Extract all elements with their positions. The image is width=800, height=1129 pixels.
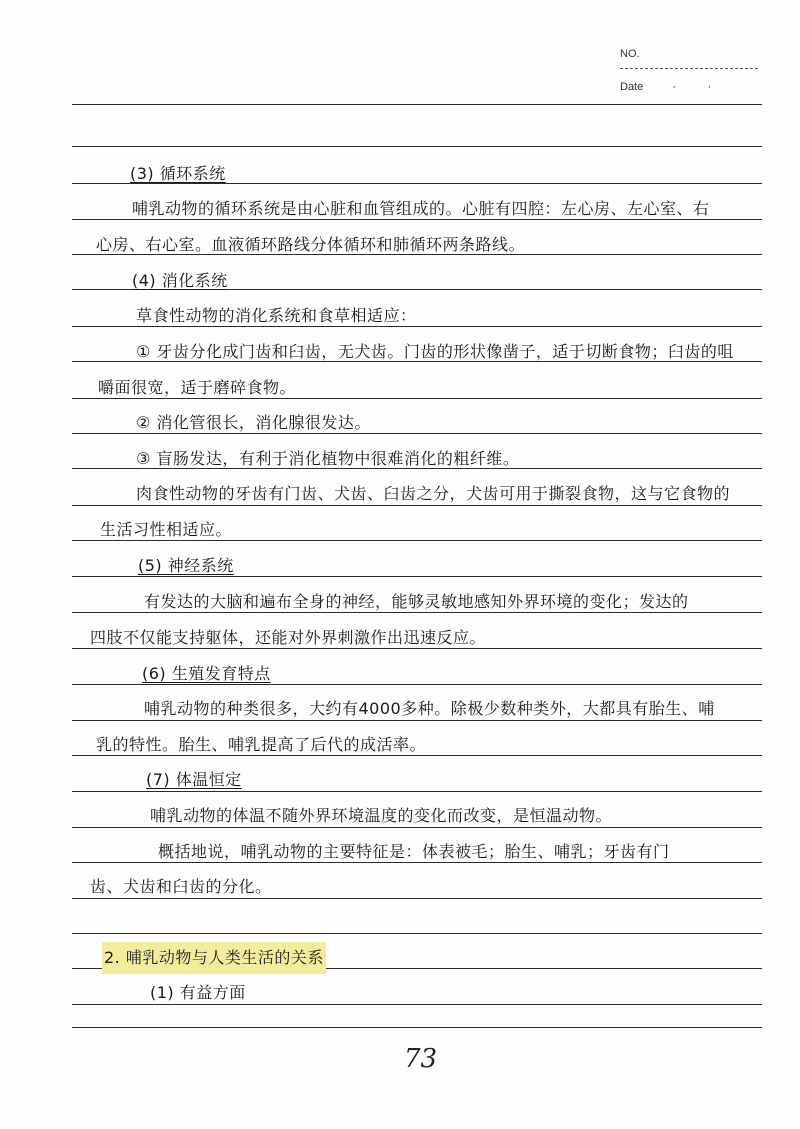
digestive-text-line-3: 嚼面很宽，适于磨碎食物。 <box>98 378 297 397</box>
ruled-line <box>72 1027 762 1028</box>
ruled-line <box>72 933 762 934</box>
reproduction-text-line-1: 哺乳动物的种类很多，大约有4000多种。除极少数种类外，大都具有胎生、哺 <box>144 699 715 718</box>
page-number: 73 <box>404 1044 438 1074</box>
ruled-line <box>72 146 762 147</box>
nervous-text-line-2: 四肢不仅能支持躯体，还能对外界刺激作出迅速反应。 <box>90 628 487 647</box>
digestive-heading: (4) 消化系统 <box>132 271 228 290</box>
reproduction-heading: (6) 生殖发育特点 <box>142 664 271 683</box>
digestive-text-line-1: 草食性动物的消化系统和食草相适应： <box>136 306 417 325</box>
date-label: Date <box>620 81 644 93</box>
digestive-text-line-5: ③ 盲肠发达，有利于消化植物中很难消化的粗纤维。 <box>136 449 520 468</box>
section2-heading: 2. 哺乳动物与人类生活的关系 <box>102 942 326 974</box>
ruled-line <box>72 104 762 105</box>
circulatory-heading: (3) 循环系统 <box>130 164 226 183</box>
digestive-text-line-6: 肉食性动物的牙齿有门齿、犬齿、臼齿之分，犬齿可用于撕裂食物，这与它食物的 <box>136 484 731 503</box>
no-label: NO. <box>620 48 640 60</box>
digestive-text-line-7: 生活习性相适应。 <box>100 520 233 539</box>
digestive-text-line-2: ① 牙齿分化成门齿和臼齿，无犬齿。门齿的形状像凿子，适于切断食物；臼齿的咀 <box>136 342 734 361</box>
reproduction-text-line-2: 乳的特性。胎生、哺乳提高了后代的成活率。 <box>96 735 427 754</box>
temperature-text-line-1: 哺乳动物的体温不随外界环境温度的变化而改变，是恒温动物。 <box>150 806 613 825</box>
no-field-line <box>620 68 758 69</box>
nervous-heading: (5) 神经系统 <box>138 556 234 575</box>
nervous-text-line-1: 有发达的大脑和遍布全身的神经，能够灵敏地感知外界环境的变化；发达的 <box>144 592 689 611</box>
circulatory-text-line-1: 哺乳动物的循环系统是由心脏和血管组成的。心脏有四腔：左心房、左心室、右 <box>132 199 710 218</box>
temperature-heading: (7) 体温恒定 <box>146 770 242 789</box>
summary-text-line-2: 齿、犬齿和臼齿的分化。 <box>90 877 272 896</box>
date-field-dots: · · <box>672 79 726 93</box>
beneficial-heading: (1) 有益方面 <box>150 983 246 1002</box>
summary-text-line-1: 概括地说，哺乳动物的主要特征是：体表被毛；胎生、哺乳；牙齿有门 <box>158 842 670 861</box>
circulatory-text-line-2: 心房、右心室。血液循环路线分体循环和肺循环两条路线。 <box>96 235 526 254</box>
digestive-text-line-4: ② 消化管很长，消化腺很发达。 <box>136 413 371 432</box>
